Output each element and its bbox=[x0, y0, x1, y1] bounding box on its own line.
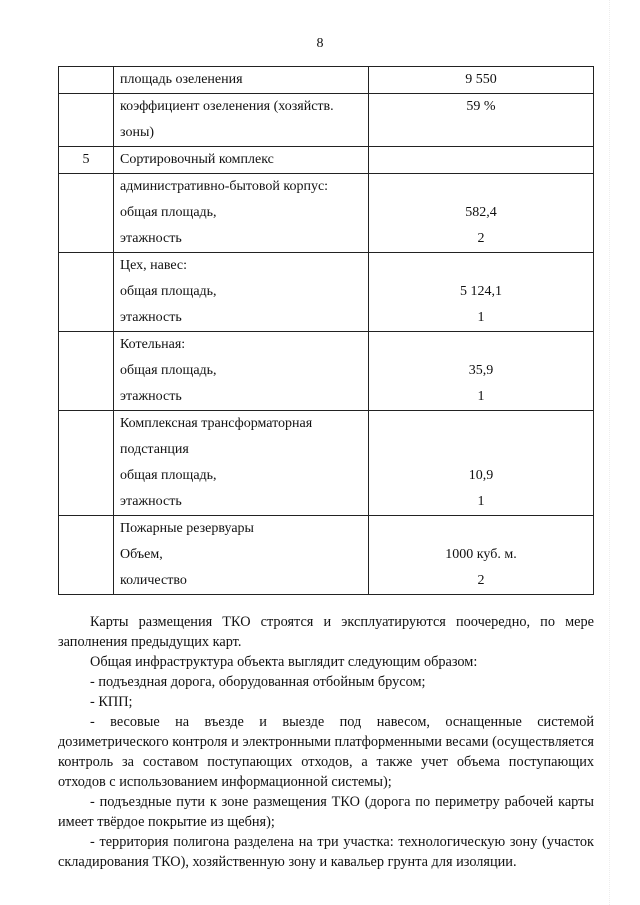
row-number bbox=[59, 411, 113, 437]
paragraph: - подъездные пути к зоне размещения ТКО (дорога по периметру рабочей карты имеет твёрдое покрытие из щебня); bbox=[58, 794, 594, 830]
paragraph: - подъездная дорога, оборудованная отбойным брусом; bbox=[90, 674, 426, 690]
row-value-cell bbox=[369, 94, 594, 147]
row-name-line: Котельная: bbox=[120, 337, 186, 352]
row-name-line: этажность bbox=[120, 310, 182, 325]
row-value-line: 1 bbox=[477, 494, 485, 509]
row-value-line: 1 bbox=[477, 310, 485, 325]
row-value-line: 10,9 bbox=[468, 468, 494, 483]
paragraph: - КПП; bbox=[90, 694, 133, 710]
row-number bbox=[59, 332, 113, 358]
row-name-cell bbox=[114, 147, 369, 174]
row-number-cell bbox=[59, 94, 114, 147]
row-name-line: этажность bbox=[120, 494, 182, 509]
row-value-line: 59 % bbox=[466, 99, 496, 114]
row-value-line: 2 bbox=[477, 573, 485, 588]
row-number-cell bbox=[59, 174, 114, 253]
table-row bbox=[59, 67, 594, 94]
row-number bbox=[59, 516, 113, 542]
row-name-line: общая площадь, bbox=[120, 363, 217, 378]
paragraph: - территория полигона разделена на три участка: технологическую зону (участок складирования ТКО), хозяйственную зону и кавальер грунта для изоляции. bbox=[58, 834, 594, 870]
page-number: 8 bbox=[316, 36, 324, 51]
row-name-line: количество bbox=[120, 573, 187, 588]
row-name-cell bbox=[114, 332, 369, 411]
row-name-line: этажность bbox=[120, 389, 182, 404]
row-name-line: административно-бытовой корпус: bbox=[120, 179, 329, 194]
row-name-line: этажность bbox=[120, 231, 182, 246]
row-name-cell bbox=[114, 411, 369, 516]
row-value-line bbox=[369, 332, 593, 358]
row-value-line bbox=[369, 120, 593, 146]
row-name-line: площадь озеленения bbox=[120, 72, 243, 87]
row-number bbox=[59, 174, 113, 200]
row-number-cell bbox=[59, 147, 114, 174]
row-name-line: зоны) bbox=[120, 125, 155, 140]
row-value-cell bbox=[369, 67, 594, 94]
row-name-line: Сортировочный комплекс bbox=[120, 152, 274, 167]
row-name-line: Объем, bbox=[120, 547, 163, 562]
table-body bbox=[59, 67, 594, 595]
paragraph: - весовые на въезде и выезде под навесом, оснащенные системой дозиметрического контроля и электронными платформенными весами (осуществляется контроль за составом поступающих отходов, а также учет объема поступающих отходов с использованием информационной системы); bbox=[58, 714, 594, 790]
row-value-line: 1 bbox=[477, 389, 485, 404]
row-value-line: 2 bbox=[477, 231, 485, 246]
row-number bbox=[59, 94, 113, 120]
row-name-line: Комплексная трансформаторная bbox=[120, 416, 313, 431]
row-value-cell bbox=[369, 332, 594, 411]
row-value-line: 5 124,1 bbox=[460, 284, 502, 299]
row-value-line: 1000 куб. м. bbox=[445, 547, 517, 562]
row-number-cell bbox=[59, 253, 114, 332]
row-value-line bbox=[369, 147, 593, 173]
scan-margin-artifact bbox=[609, 0, 640, 905]
paragraph: Карты размещения ТКО строятся и эксплуатируются поочередно, по мере заполнения предыдущих карт. bbox=[58, 614, 594, 650]
row-number bbox=[59, 253, 113, 279]
row-name-cell bbox=[114, 253, 369, 332]
table-row bbox=[59, 332, 594, 411]
table-row bbox=[59, 411, 594, 516]
row-name-cell bbox=[114, 94, 369, 147]
row-name-cell bbox=[114, 67, 369, 94]
table-row bbox=[59, 174, 594, 253]
row-value-cell bbox=[369, 174, 594, 253]
row-value-line bbox=[369, 174, 593, 200]
body-text bbox=[58, 612, 594, 872]
row-value-cell bbox=[369, 253, 594, 332]
row-name-line: коэффициент озеленения (хозяйств. bbox=[120, 99, 334, 114]
row-value-line bbox=[369, 516, 593, 542]
row-value-line bbox=[369, 411, 593, 437]
specification-table bbox=[58, 66, 594, 595]
row-value-cell bbox=[369, 516, 594, 595]
row-name-line: общая площадь, bbox=[120, 284, 217, 299]
row-name-line: общая площадь, bbox=[120, 205, 217, 220]
row-name-cell bbox=[114, 174, 369, 253]
row-value-line: 9 550 bbox=[465, 72, 497, 87]
row-value-line: 35,9 bbox=[468, 363, 494, 378]
row-number-cell bbox=[59, 67, 114, 94]
row-number: 5 bbox=[82, 152, 90, 167]
row-number-cell bbox=[59, 516, 114, 595]
row-name-cell bbox=[114, 516, 369, 595]
row-value-line bbox=[369, 437, 593, 463]
row-value-line bbox=[369, 253, 593, 279]
row-number-cell bbox=[59, 332, 114, 411]
table-row bbox=[59, 253, 594, 332]
row-name-line: общая площадь, bbox=[120, 468, 217, 483]
row-name-line: Цех, навес: bbox=[120, 258, 188, 273]
row-number bbox=[59, 67, 113, 93]
table-row bbox=[59, 94, 594, 147]
row-name-line: подстанция bbox=[120, 442, 189, 457]
row-value-cell bbox=[369, 411, 594, 516]
row-name-line: Пожарные резервуары bbox=[120, 521, 254, 536]
table-row bbox=[59, 147, 594, 174]
row-value-cell bbox=[369, 147, 594, 174]
row-value-line: 582,4 bbox=[465, 205, 497, 220]
row-number-cell bbox=[59, 411, 114, 516]
table-row bbox=[59, 516, 594, 595]
paragraph: Общая инфраструктура объекта выглядит следующим образом: bbox=[90, 654, 478, 670]
